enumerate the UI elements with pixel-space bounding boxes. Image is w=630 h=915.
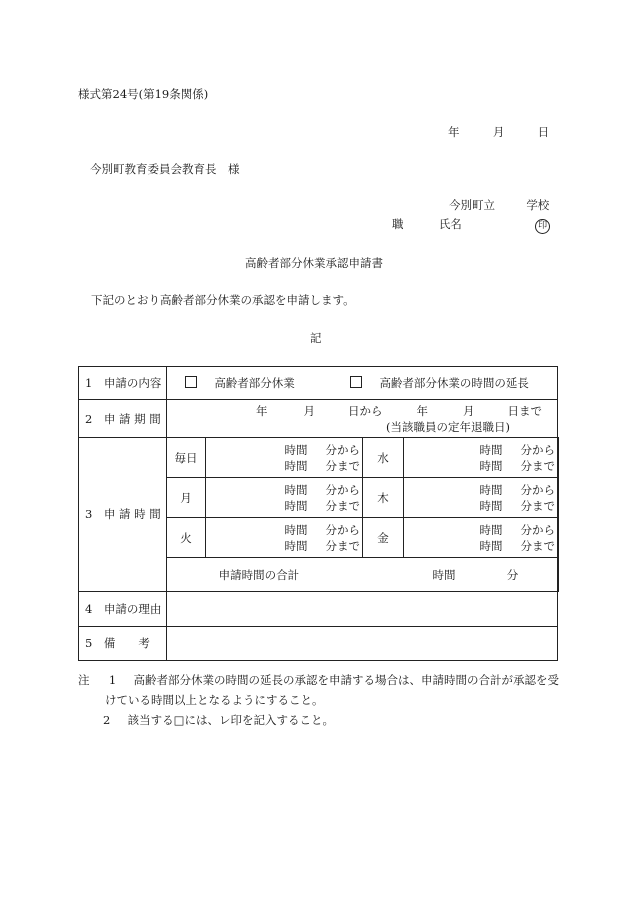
option2-checkbox[interactable] xyxy=(350,376,362,388)
time-hour: 時間 xyxy=(479,498,503,513)
note1-line2: けている時間以上となるようにすること。 xyxy=(105,693,324,707)
period-from: 日から xyxy=(348,403,383,418)
time-grid xyxy=(166,437,559,592)
reason-field[interactable] xyxy=(167,591,558,626)
note1-number: 1 xyxy=(108,673,117,687)
time-hour: 時間 xyxy=(479,482,503,497)
time-until: 分まで xyxy=(325,498,360,513)
option2-label: 高齢者部分休業の時間の延長 xyxy=(379,376,529,390)
row3-label: 3 申 請 時 間 xyxy=(79,438,167,592)
time-from: 分から xyxy=(325,522,360,537)
total-row xyxy=(167,558,559,592)
body-text: 下記のとおり高齢者部分休業の承認を申請します。 xyxy=(91,293,355,307)
time-from: 分から xyxy=(325,442,360,457)
ki-heading: 記 xyxy=(310,331,322,345)
day-cell: 水 xyxy=(363,438,404,478)
option1-checkbox[interactable] xyxy=(185,376,197,388)
time-hour: 時間 xyxy=(479,458,503,473)
day-cell: 火 xyxy=(167,518,206,558)
note-2 xyxy=(103,712,334,728)
date-month-label: 月 xyxy=(492,125,505,139)
time-row-1 xyxy=(167,438,559,478)
name-line xyxy=(392,216,550,234)
row1-options xyxy=(167,367,558,400)
time-from: 分から xyxy=(520,442,555,457)
remarks-field[interactable] xyxy=(167,626,558,660)
note1-line1: 高齢者部分休業の時間の延長の承認を申請する場合は、申請時間の合計が承認を受 xyxy=(133,673,559,687)
row-application-content xyxy=(79,367,558,400)
row4-label: 4 申請の理由 xyxy=(79,591,167,626)
row2-period xyxy=(167,400,558,438)
application-table xyxy=(78,366,558,661)
period-until: 日まで xyxy=(507,403,542,418)
day-cell: 木 xyxy=(363,478,404,518)
time-cell xyxy=(206,438,363,478)
row-application-period xyxy=(79,400,558,438)
row1-label: 1 申請の内容 xyxy=(79,367,167,400)
note2-text: 該当する□には、レ印を記入すること。 xyxy=(127,713,335,727)
total-hour: 時間 xyxy=(432,567,456,582)
time-hour: 時間 xyxy=(284,498,308,513)
row-reason xyxy=(79,591,558,626)
name-label: 氏名 xyxy=(438,217,462,231)
period-note: (当該職員の定年退職日) xyxy=(386,419,510,434)
time-hour: 時間 xyxy=(284,482,308,497)
row2-label: 2 申 請 期 間 xyxy=(79,400,167,438)
day-cell: 金 xyxy=(363,518,404,558)
time-hour: 時間 xyxy=(479,522,503,537)
row-application-time xyxy=(79,438,558,592)
day-cell: 月 xyxy=(167,478,206,518)
date-day-label: 日 xyxy=(537,125,550,139)
time-from: 分から xyxy=(325,482,360,497)
form-number: 様式第24号(第19条関係) xyxy=(78,87,209,101)
time-until: 分まで xyxy=(520,498,555,513)
time-cell xyxy=(404,478,559,518)
time-hour: 時間 xyxy=(284,442,308,457)
school-prefix: 今別町立 xyxy=(449,198,495,212)
time-row-3 xyxy=(167,518,559,558)
school-line xyxy=(449,197,549,213)
document-title: 高齢者部分休業承認申請書 xyxy=(245,256,383,270)
period-year1: 年 xyxy=(256,403,268,418)
time-row-2 xyxy=(167,478,559,518)
time-hour: 時間 xyxy=(479,538,503,553)
row-remarks xyxy=(79,626,558,660)
time-until: 分まで xyxy=(325,458,360,473)
time-from: 分から xyxy=(520,522,555,537)
addressee: 今別町教育委員会教育長 様 xyxy=(90,162,240,176)
time-cell xyxy=(404,518,559,558)
note-prefix: 注 xyxy=(78,673,90,687)
seal-mark: 印 xyxy=(535,219,550,234)
note-1 xyxy=(78,672,559,688)
period-month1: 月 xyxy=(303,403,315,418)
time-from: 分から xyxy=(520,482,555,497)
total-label: 申請時間の合計 xyxy=(218,567,300,582)
position-label: 職 xyxy=(392,217,404,231)
day-cell: 毎日 xyxy=(167,438,206,478)
time-until: 分まで xyxy=(520,538,555,553)
note2-number: 2 xyxy=(103,713,111,727)
time-hour: 時間 xyxy=(284,538,308,553)
time-hour: 時間 xyxy=(284,458,308,473)
total-min: 分 xyxy=(506,567,519,582)
total-cell xyxy=(167,558,559,592)
option1-label: 高齢者部分休業 xyxy=(214,376,295,390)
time-until: 分まで xyxy=(325,538,360,553)
time-cell xyxy=(206,518,363,558)
date-line xyxy=(448,124,549,140)
period-year2: 年 xyxy=(416,403,428,418)
row3-time-grid xyxy=(167,438,558,592)
period-month2: 月 xyxy=(463,403,475,418)
row5-label: 5 備 考 xyxy=(79,626,167,660)
school-suffix: 学校 xyxy=(526,198,550,212)
time-hour: 時間 xyxy=(479,442,503,457)
time-until: 分まで xyxy=(520,458,555,473)
time-cell xyxy=(404,438,559,478)
time-hour: 時間 xyxy=(284,522,308,537)
date-year-label: 年 xyxy=(448,125,460,139)
time-cell xyxy=(206,478,363,518)
